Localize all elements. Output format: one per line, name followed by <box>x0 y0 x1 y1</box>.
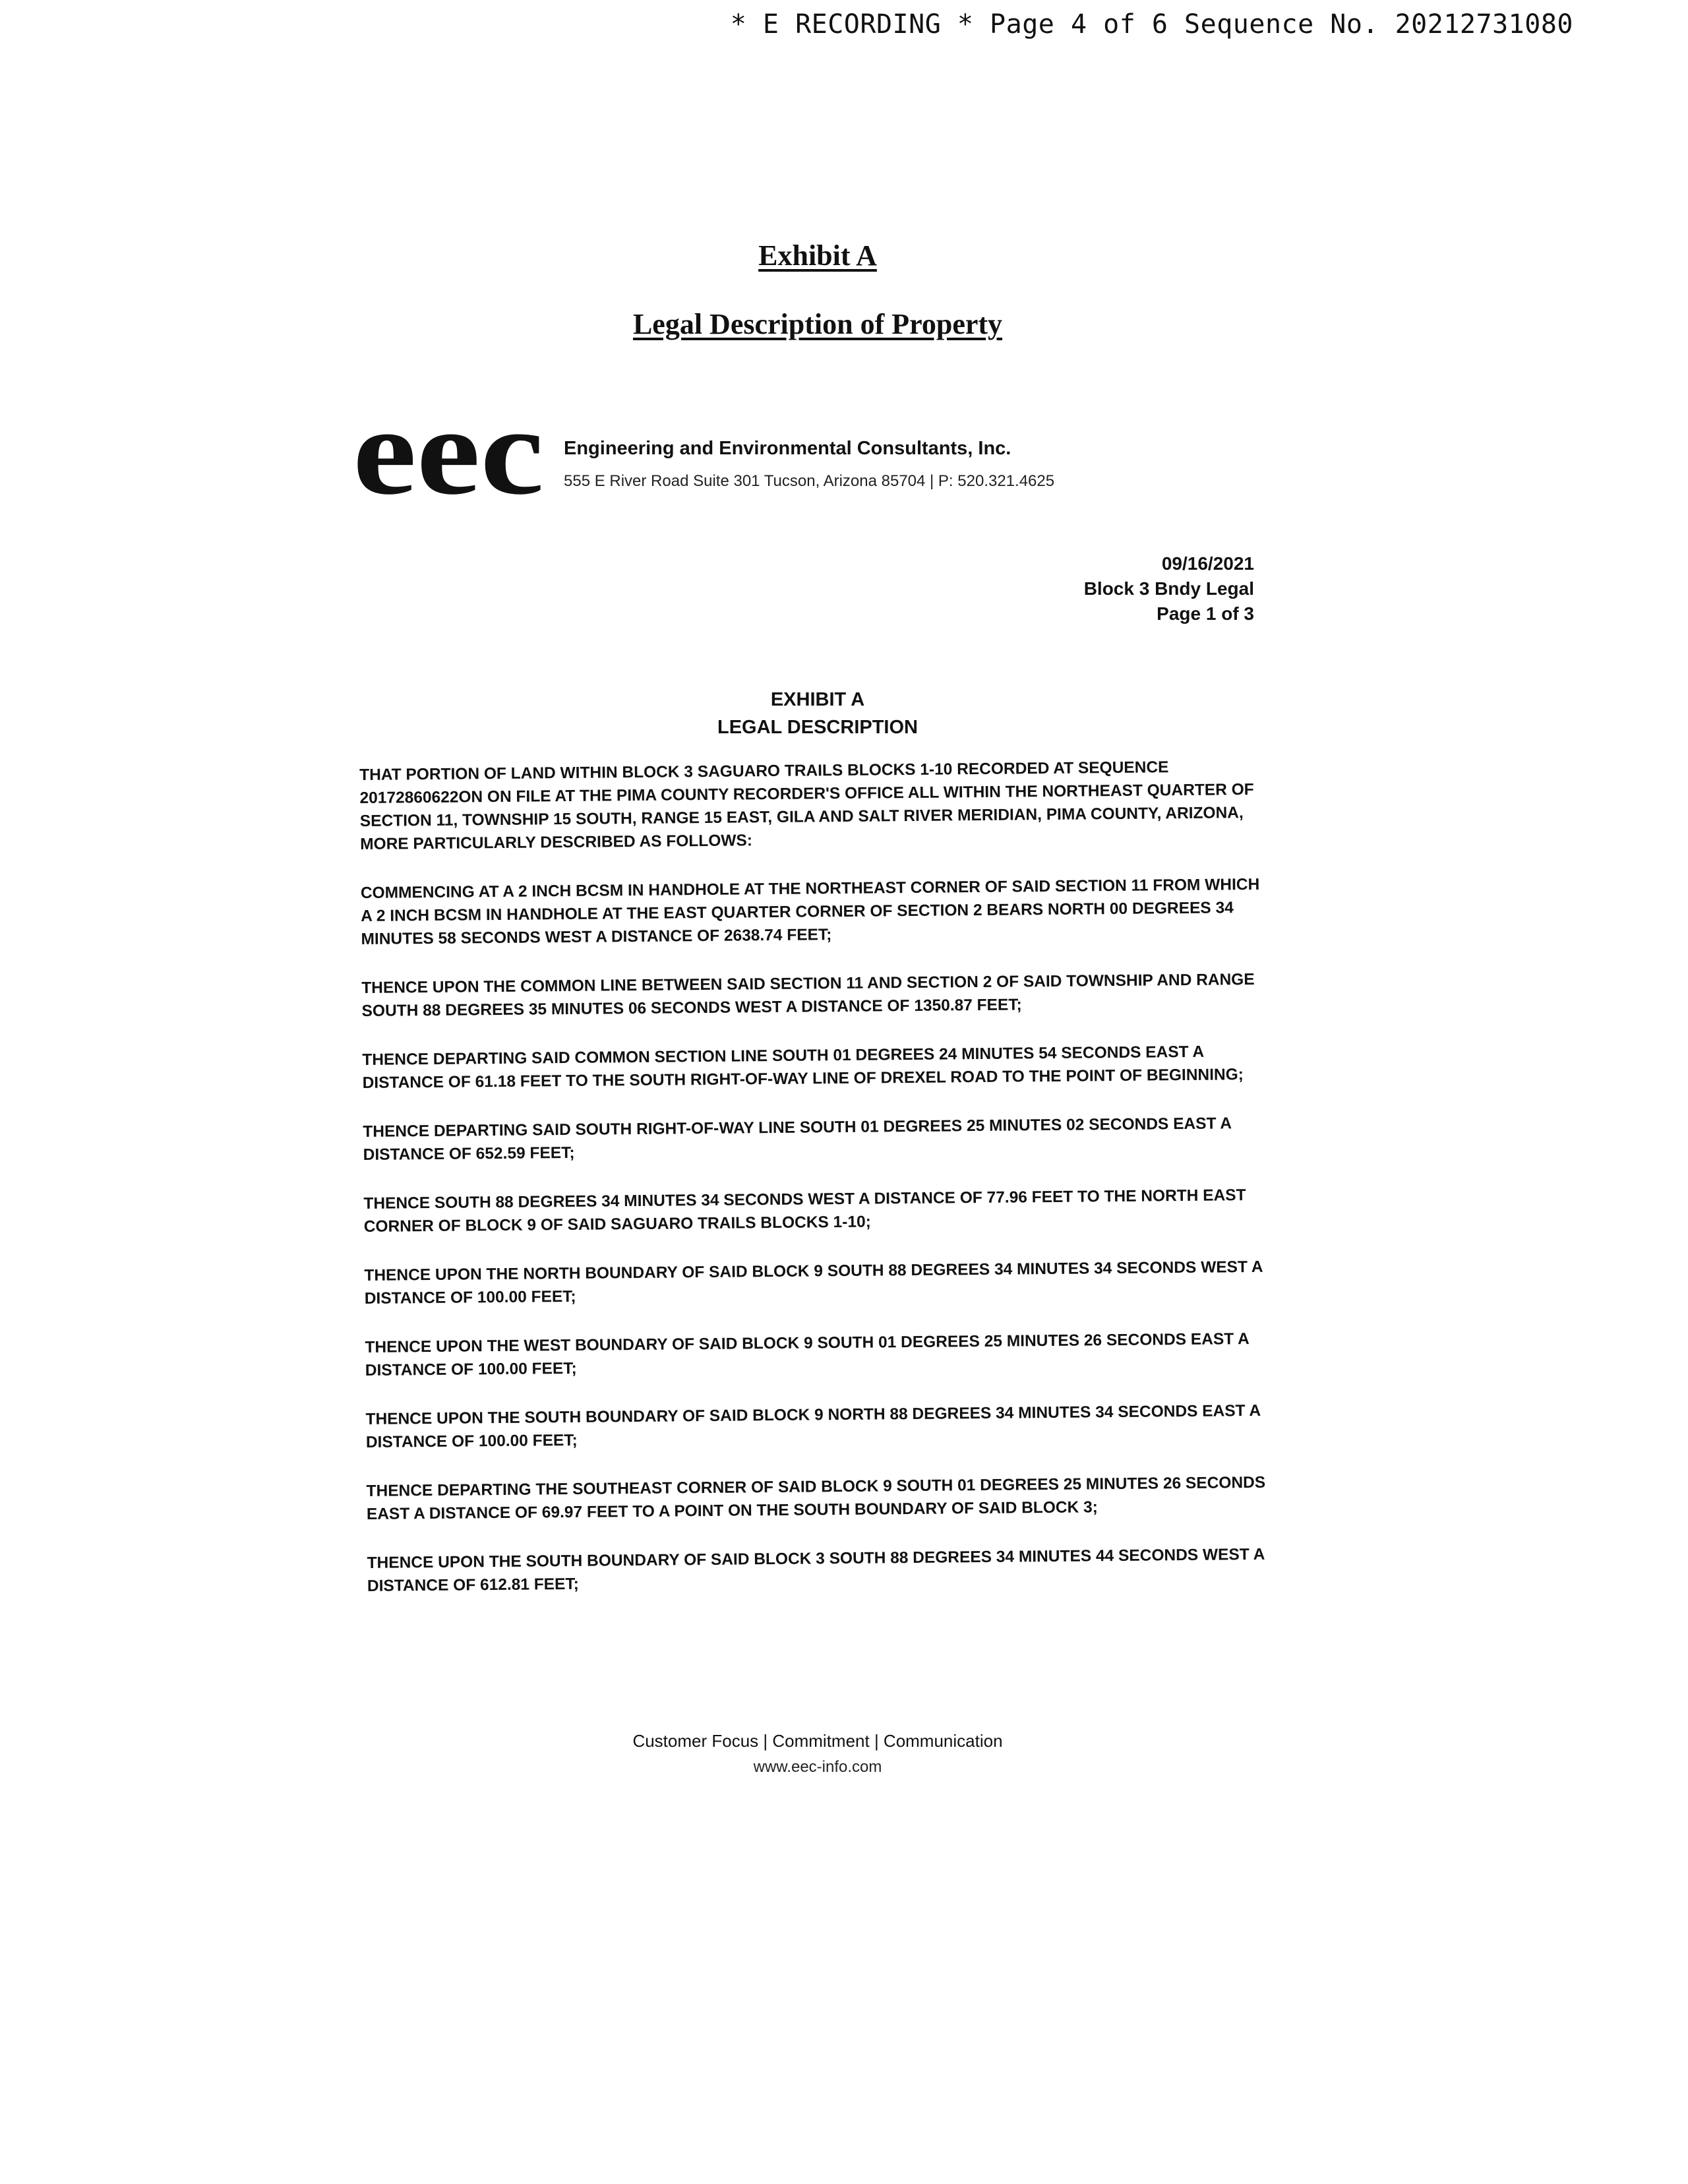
eec-logo <box>353 419 551 512</box>
description-paragraph: COMMENCING AT A 2 INCH BCSM IN HANDHOLE AT THE NORTHEAST CORNER OF SAID SECTION 11 FROM WHICH A 2 INCH BCSM IN HANDHOLE AT THE EAST QUARTER CORNER OF SECTION 2 BEARS NORTH 00 DEGREES 34 MINUTES 58 SECONDS WEST A DISTANCE OF 2638.74 FEET; <box>360 875 1260 948</box>
legal-description-body <box>359 755 1277 1623</box>
description-paragraph: THENCE UPON THE COMMON LINE BETWEEN SAID SECTION 11 AND SECTION 2 OF SAID TOWNSHIP AND RANGE SOUTH 88 DEGREES 35 MINUTES 06 SECONDS WEST A DISTANCE OF 1350.87 FEET; <box>361 970 1255 1020</box>
svg-text:eec: eec <box>353 419 544 512</box>
description-paragraph: THENCE UPON THE SOUTH BOUNDARY OF SAID BLOCK 9 NORTH 88 DEGREES 34 MINUTES 34 SECONDS EAST A DISTANCE OF 100.00 FEET; <box>365 1401 1261 1451</box>
description-paragraph: THENCE DEPARTING SAID COMMON SECTION LINE SOUTH 01 DEGREES 24 MINUTES 54 SECONDS EAST A DISTANCE OF 61.18 FEET TO THE SOUTH RIGHT-OF-WAY LINE OF DREXEL ROAD TO THE POINT OF BEGINNING; <box>362 1043 1244 1092</box>
document-meta <box>1084 551 1254 626</box>
description-paragraph: THENCE DEPARTING THE SOUTHEAST CORNER OF SAID BLOCK 9 SOUTH 01 DEGREES 25 MINUTES 26 SECONDS EAST A DISTANCE OF 69.97 FEET TO A POINT ON THE SOUTH BOUNDARY OF SAID BLOCK 3; <box>366 1473 1266 1523</box>
exhibit-heading-line1: EXHIBIT A <box>770 689 865 710</box>
description-paragraph: THENCE DEPARTING SAID SOUTH RIGHT-OF-WAY LINE SOUTH 01 DEGREES 25 MINUTES 02 SECONDS EAST A DISTANCE OF 652.59 FEET; <box>363 1114 1232 1164</box>
company-address: 555 E River Road Suite 301 Tucson, Arizona 85704 | P: 520.321.4625 <box>564 472 1055 490</box>
doc-date: 09/16/2021 <box>1161 553 1254 574</box>
footer <box>0 1728 1635 1780</box>
footer-tagline: Customer Focus | Commitment | Communication <box>632 1731 1003 1751</box>
footer-website: www.eec-info.com <box>753 1758 882 1776</box>
description-paragraph: THENCE UPON THE SOUTH BOUNDARY OF SAID BLOCK 3 SOUTH 88 DEGREES 34 MINUTES 44 SECONDS WEST A DISTANCE OF 612.81 FEET; <box>367 1545 1265 1595</box>
description-paragraph: THENCE UPON THE NORTH BOUNDARY OF SAID BLOCK 9 SOUTH 88 DEGREES 34 MINUTES 34 SECONDS WEST A DISTANCE OF 100.00 FEET; <box>364 1258 1263 1308</box>
description-paragraph: THAT PORTION OF LAND WITHIN BLOCK 3 SAGUARO TRAILS BLOCKS 1-10 RECORDED AT SEQUENCE 20172860622ON ON FILE AT THE PIMA COUNTY RECORDER'S OFFICE ALL WITHIN THE NORTHEAST QUARTER OF SECTION 11, TOWNSHIP 15 SOUTH, RANGE 15 EAST, GILA AND SALT RIVER MERIDIAN, PIMA COUNTY, ARIZONA, MORE PARTICULARLY DESCRIBED AS FOLLOWS: <box>359 758 1254 853</box>
doc-page-number: Page 1 of 3 <box>1157 603 1254 624</box>
exhibit-title: Exhibit A <box>758 239 877 272</box>
doc-reference: Block 3 Bndy Legal <box>1083 578 1254 599</box>
letterhead <box>353 419 1210 512</box>
company-name: Engineering and Environmental Consultants, Inc. <box>564 438 1011 459</box>
legal-description-title: Legal Description of Property <box>632 308 1003 340</box>
exhibit-heading <box>0 686 1635 741</box>
exhibit-heading-line2: LEGAL DESCRIPTION <box>717 717 918 738</box>
description-paragraph: THENCE UPON THE WEST BOUNDARY OF SAID BLOCK 9 SOUTH 01 DEGREES 25 MINUTES 26 SECONDS EAST A DISTANCE OF 100.00 FEET; <box>365 1330 1250 1380</box>
recording-header: * E RECORDING * Page 4 of 6 Sequence No. 20212731080 <box>730 9 1573 40</box>
description-paragraph: THENCE SOUTH 88 DEGREES 34 MINUTES 34 SECONDS WEST A DISTANCE OF 77.96 FEET TO THE NORTH EAST CORNER OF BLOCK 9 OF SAID SAGUARO TRAILS BLOCKS 1-10; <box>363 1186 1246 1236</box>
